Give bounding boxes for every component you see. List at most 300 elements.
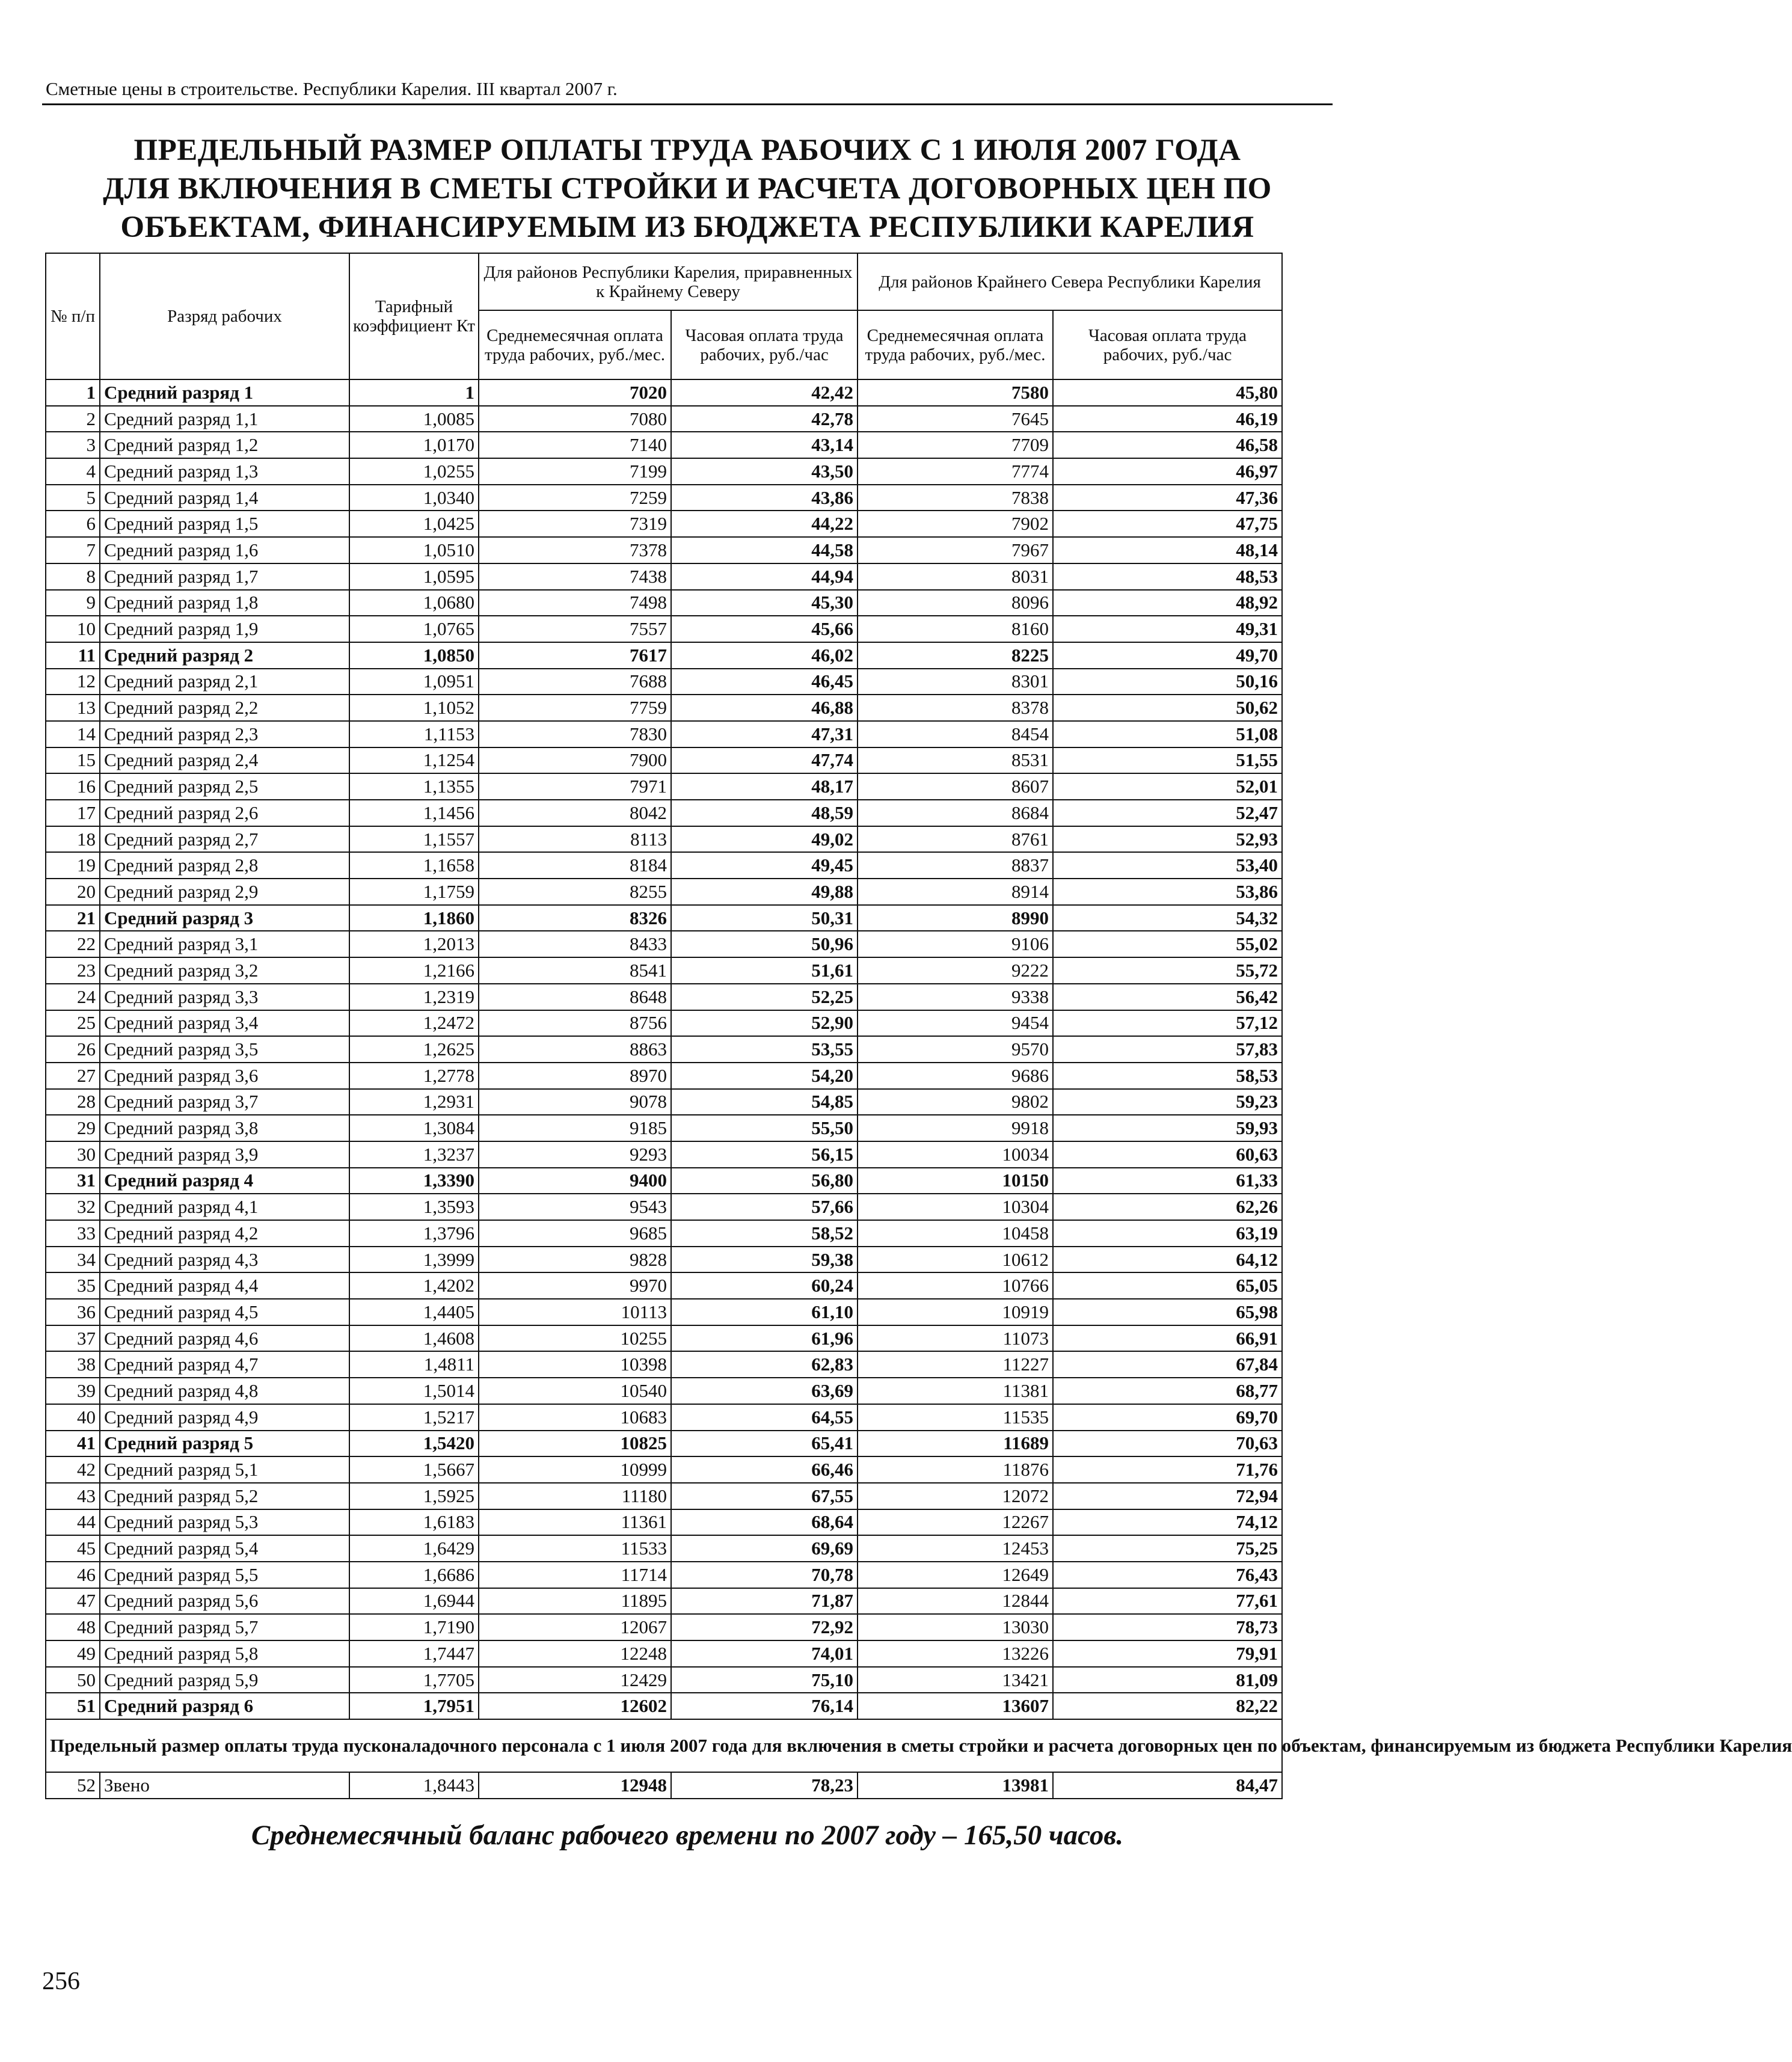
row-hourly-2: 77,61 <box>1053 1588 1282 1615</box>
row-hourly-2: 51,55 <box>1053 747 1282 774</box>
row-grade: Средний разряд 1,4 <box>100 485 349 511</box>
row-monthly-2: 9918 <box>858 1115 1053 1141</box>
row-hourly-1: 48,17 <box>671 773 858 800</box>
row-hourly-1: 44,22 <box>671 511 858 537</box>
row-number: 1 <box>46 379 100 406</box>
row-hourly-1: 47,74 <box>671 747 858 774</box>
row-number: 9 <box>46 590 100 616</box>
row-coefficient: 1,1456 <box>349 800 479 826</box>
row-monthly-1: 10825 <box>479 1431 671 1457</box>
row-monthly-2: 9106 <box>858 931 1053 957</box>
row-hourly-1: 45,66 <box>671 616 858 642</box>
row-coefficient: 1,0340 <box>349 485 479 511</box>
row-monthly-1: 11895 <box>479 1588 671 1615</box>
row-monthly-2: 12649 <box>858 1562 1053 1588</box>
row-monthly-1: 7617 <box>479 642 671 669</box>
row-monthly-2: 10766 <box>858 1272 1053 1299</box>
table-row <box>46 1194 1282 1220</box>
row-hourly-2: 47,75 <box>1053 511 1282 537</box>
row-grade: Средний разряд 3,4 <box>100 1010 349 1037</box>
row-hourly-2: 55,02 <box>1053 931 1282 957</box>
row-coefficient: 1,0255 <box>349 458 479 485</box>
page-number: 256 <box>42 1968 80 1995</box>
row-coefficient: 1,2319 <box>349 984 479 1010</box>
row-hourly-2: 67,84 <box>1053 1351 1282 1378</box>
row-monthly-2: 9686 <box>858 1063 1053 1089</box>
row-hourly-1: 53,55 <box>671 1036 858 1063</box>
row-monthly-2: 13421 <box>858 1667 1053 1693</box>
row-hourly-2: 49,70 <box>1053 642 1282 669</box>
table-row <box>46 1325 1282 1352</box>
row-number: 15 <box>46 747 100 774</box>
row-coefficient: 1,4608 <box>349 1325 479 1352</box>
row-grade: Средний разряд 1,7 <box>100 563 349 590</box>
row-hourly-1: 48,59 <box>671 800 858 826</box>
table-row <box>46 563 1282 590</box>
row-monthly-1: 8255 <box>479 879 671 905</box>
row-coefficient: 1,2625 <box>349 1036 479 1063</box>
row-coefficient: 1,2778 <box>349 1063 479 1089</box>
row-monthly-1: 8541 <box>479 957 671 984</box>
row-monthly-2: 8761 <box>858 826 1053 853</box>
row-number: 34 <box>46 1247 100 1273</box>
row-coefficient: 1,4811 <box>349 1351 479 1378</box>
row-coefficient: 1,6429 <box>349 1535 479 1562</box>
row-grade: Средний разряд 5,6 <box>100 1588 349 1615</box>
row-hourly-1: 62,83 <box>671 1351 858 1378</box>
row-coefficient: 1,6944 <box>349 1588 479 1615</box>
row-number: 30 <box>46 1141 100 1168</box>
table-row <box>46 1115 1282 1141</box>
table-row <box>46 1220 1282 1247</box>
row-monthly-2: 11073 <box>858 1325 1053 1352</box>
row-hourly-2: 49,31 <box>1053 616 1282 642</box>
row-hourly-1: 56,80 <box>671 1168 858 1194</box>
row-monthly-2: 7645 <box>858 406 1053 432</box>
table-row <box>46 931 1282 957</box>
table-row <box>46 1509 1282 1536</box>
row-monthly-1: 10255 <box>479 1325 671 1352</box>
row-grade: Средний разряд 1,6 <box>100 537 349 563</box>
row-number: 22 <box>46 931 100 957</box>
row-monthly-2: 10150 <box>858 1168 1053 1194</box>
row-grade: Средний разряд 4,4 <box>100 1272 349 1299</box>
row-number: 2 <box>46 406 100 432</box>
table-row <box>46 1614 1282 1640</box>
row-hourly-1: 51,61 <box>671 957 858 984</box>
row-coefficient: 1,7190 <box>349 1614 479 1640</box>
row-grade: Средний разряд 2,9 <box>100 879 349 905</box>
header-rule <box>42 103 1333 105</box>
row-hourly-2: 59,23 <box>1053 1089 1282 1115</box>
row-hourly-1: 66,46 <box>671 1456 858 1483</box>
row-monthly-1: 9543 <box>479 1194 671 1220</box>
row-monthly-2: 8684 <box>858 800 1053 826</box>
row-grade: Средний разряд 4,3 <box>100 1247 349 1273</box>
row-hourly-2: 50,16 <box>1053 669 1282 695</box>
row-coefficient: 1,1759 <box>349 879 479 905</box>
row-monthly-2: 11227 <box>858 1351 1053 1378</box>
row-number: 16 <box>46 773 100 800</box>
row-grade: Звено <box>100 1772 349 1799</box>
row-monthly-1: 12948 <box>479 1772 671 1799</box>
row-grade: Средний разряд 3,8 <box>100 1115 349 1141</box>
row-hourly-1: 76,14 <box>671 1693 858 1719</box>
row-hourly-2: 75,25 <box>1053 1535 1282 1562</box>
row-monthly-1: 11714 <box>479 1562 671 1588</box>
row-hourly-2: 58,53 <box>1053 1063 1282 1089</box>
row-hourly-1: 75,10 <box>671 1667 858 1693</box>
row-number: 27 <box>46 1063 100 1089</box>
row-coefficient: 1,7705 <box>349 1667 479 1693</box>
row-grade: Средний разряд 2,7 <box>100 826 349 853</box>
row-number: 17 <box>46 800 100 826</box>
row-hourly-1: 46,45 <box>671 669 858 695</box>
row-monthly-1: 7688 <box>479 669 671 695</box>
row-coefficient: 1,2931 <box>349 1089 479 1115</box>
row-hourly-1: 42,42 <box>671 379 858 406</box>
row-grade: Средний разряд 3,7 <box>100 1089 349 1115</box>
row-grade: Средний разряд 5,2 <box>100 1483 349 1509</box>
row-grade: Средний разряд 1,1 <box>100 406 349 432</box>
row-monthly-1: 7319 <box>479 511 671 537</box>
row-number: 5 <box>46 485 100 511</box>
row-hourly-2: 71,76 <box>1053 1456 1282 1483</box>
row-grade: Средний разряд 2,6 <box>100 800 349 826</box>
row-number: 25 <box>46 1010 100 1037</box>
row-coefficient: 1,0680 <box>349 590 479 616</box>
row-hourly-1: 50,96 <box>671 931 858 957</box>
row-monthly-2: 9338 <box>858 984 1053 1010</box>
row-hourly-1: 65,41 <box>671 1431 858 1457</box>
row-coefficient: 1,5217 <box>349 1404 479 1431</box>
row-hourly-1: 49,02 <box>671 826 858 853</box>
row-grade: Средний разряд 1,8 <box>100 590 349 616</box>
row-grade: Средний разряд 5,4 <box>100 1535 349 1562</box>
row-monthly-1: 12429 <box>479 1667 671 1693</box>
row-grade: Средний разряд 5,1 <box>100 1456 349 1483</box>
header-coefficient: Тарифный коэффициент Кт <box>349 253 479 379</box>
row-coefficient: 1,6183 <box>349 1509 479 1536</box>
row-hourly-2: 84,47 <box>1053 1772 1282 1799</box>
row-hourly-2: 53,86 <box>1053 879 1282 905</box>
row-grade: Средний разряд 5,7 <box>100 1614 349 1640</box>
header-num: № п/п <box>46 253 100 379</box>
row-grade: Средний разряд 4,8 <box>100 1378 349 1404</box>
title-line-3: ОБЪЕКТАМ, ФИНАНСИРУЕМЫМ ИЗ БЮДЖЕТА РЕСПУБЛИКИ КАРЕЛИЯ <box>120 210 1254 244</box>
note-text: Предельный размер оплаты труда пусконаладочного персонала с 1 июля 2007 года для включения в сметы стройки и расчета договорных цен по объектам, финансируемым из бюджета Республики Карелия <box>46 1719 1282 1772</box>
header-monthly-1: Среднемесячная оплата труда рабочих, руб./мес. <box>479 310 671 379</box>
row-number: 44 <box>46 1509 100 1536</box>
row-coefficient: 1,4405 <box>349 1299 479 1325</box>
header-hourly-1: Часовая оплата труда рабочих, руб./час <box>671 310 858 379</box>
row-hourly-2: 65,05 <box>1053 1272 1282 1299</box>
table-row <box>46 695 1282 721</box>
table-row <box>46 957 1282 984</box>
row-hourly-2: 55,72 <box>1053 957 1282 984</box>
row-monthly-1: 7900 <box>479 747 671 774</box>
row-number: 24 <box>46 984 100 1010</box>
row-monthly-1: 7140 <box>479 432 671 458</box>
row-hourly-2: 62,26 <box>1053 1194 1282 1220</box>
row-hourly-1: 47,31 <box>671 721 858 747</box>
row-hourly-1: 46,88 <box>671 695 858 721</box>
header-group-far-north: Для районов Крайнего Севера Республики Карелия <box>858 253 1282 310</box>
row-monthly-2: 10919 <box>858 1299 1053 1325</box>
table-row <box>46 852 1282 879</box>
row-grade: Средний разряд 5,9 <box>100 1667 349 1693</box>
row-hourly-1: 70,78 <box>671 1562 858 1588</box>
row-hourly-1: 61,10 <box>671 1299 858 1325</box>
row-monthly-2: 8225 <box>858 642 1053 669</box>
row-hourly-1: 52,90 <box>671 1010 858 1037</box>
row-monthly-1: 11533 <box>479 1535 671 1562</box>
row-monthly-1: 12602 <box>479 1693 671 1719</box>
table-row <box>46 590 1282 616</box>
row-grade: Средний разряд 1,3 <box>100 458 349 485</box>
row-monthly-1: 10683 <box>479 1404 671 1431</box>
table-row <box>46 1431 1282 1457</box>
row-monthly-1: 8756 <box>479 1010 671 1037</box>
row-grade: Средний разряд 1,9 <box>100 616 349 642</box>
table-row <box>46 826 1282 853</box>
row-grade: Средний разряд 4,2 <box>100 1220 349 1247</box>
row-grade: Средний разряд 5 <box>100 1431 349 1457</box>
row-number: 39 <box>46 1378 100 1404</box>
row-grade: Средний разряд 4,9 <box>100 1404 349 1431</box>
row-monthly-1: 9828 <box>479 1247 671 1273</box>
row-coefficient: 1,7447 <box>349 1640 479 1667</box>
row-monthly-1: 7020 <box>479 379 671 406</box>
row-coefficient: 1,1153 <box>349 721 479 747</box>
row-grade: Средний разряд 2 <box>100 642 349 669</box>
row-hourly-1: 72,92 <box>671 1614 858 1640</box>
row-hourly-2: 74,12 <box>1053 1509 1282 1536</box>
row-hourly-1: 63,69 <box>671 1378 858 1404</box>
note-row <box>46 1719 1282 1772</box>
row-monthly-1: 9185 <box>479 1115 671 1141</box>
row-monthly-2: 13981 <box>858 1772 1053 1799</box>
row-number: 29 <box>46 1115 100 1141</box>
row-number: 51 <box>46 1693 100 1719</box>
row-number: 37 <box>46 1325 100 1352</box>
row-hourly-2: 82,22 <box>1053 1693 1282 1719</box>
row-coefficient: 1,3796 <box>349 1220 479 1247</box>
row-hourly-1: 54,20 <box>671 1063 858 1089</box>
row-monthly-2: 9454 <box>858 1010 1053 1037</box>
row-hourly-1: 54,85 <box>671 1089 858 1115</box>
row-monthly-2: 13030 <box>858 1614 1053 1640</box>
row-monthly-2: 7709 <box>858 432 1053 458</box>
row-number: 50 <box>46 1667 100 1693</box>
row-coefficient: 1,3237 <box>349 1141 479 1168</box>
row-grade: Средний разряд 3,6 <box>100 1063 349 1089</box>
row-monthly-1: 7378 <box>479 537 671 563</box>
row-hourly-2: 64,12 <box>1053 1247 1282 1273</box>
row-monthly-2: 13607 <box>858 1693 1053 1719</box>
page-title <box>42 131 1333 247</box>
table-row <box>46 905 1282 931</box>
row-hourly-2: 63,19 <box>1053 1220 1282 1247</box>
row-grade: Средний разряд 5,5 <box>100 1562 349 1588</box>
row-grade: Средний разряд 3,5 <box>100 1036 349 1063</box>
row-grade: Средний разряд 6 <box>100 1693 349 1719</box>
row-hourly-2: 48,14 <box>1053 537 1282 563</box>
row-grade: Средний разряд 1,5 <box>100 511 349 537</box>
table-row <box>46 984 1282 1010</box>
row-monthly-2: 10612 <box>858 1247 1053 1273</box>
row-coefficient: 1,5925 <box>349 1483 479 1509</box>
row-hourly-1: 64,55 <box>671 1404 858 1431</box>
row-hourly-1: 59,38 <box>671 1247 858 1273</box>
row-monthly-1: 7199 <box>479 458 671 485</box>
row-hourly-1: 50,31 <box>671 905 858 931</box>
row-coefficient: 1,0951 <box>349 669 479 695</box>
row-hourly-1: 49,45 <box>671 852 858 879</box>
row-monthly-2: 12072 <box>858 1483 1053 1509</box>
row-monthly-2: 7774 <box>858 458 1053 485</box>
row-grade: Средний разряд 3,2 <box>100 957 349 984</box>
row-monthly-1: 10113 <box>479 1299 671 1325</box>
row-number: 21 <box>46 905 100 931</box>
row-coefficient: 1,0170 <box>349 432 479 458</box>
row-monthly-2: 8031 <box>858 563 1053 590</box>
row-number: 41 <box>46 1431 100 1457</box>
row-hourly-2: 66,91 <box>1053 1325 1282 1352</box>
header-hourly-2: Часовая оплата труда рабочих, руб./час <box>1053 310 1282 379</box>
row-grade: Средний разряд 2,4 <box>100 747 349 774</box>
row-grade: Средний разряд 3 <box>100 905 349 931</box>
footnote: Среднемесячный баланс рабочего времени по 2007 году – 165,50 часов. <box>251 1820 1124 1851</box>
header-group-equivalent-north: Для районов Республики Карелия, приравненных к Крайнему Северу <box>479 253 858 310</box>
row-number: 49 <box>46 1640 100 1667</box>
row-monthly-2: 8454 <box>858 721 1053 747</box>
row-coefficient: 1,1355 <box>349 773 479 800</box>
table-row <box>46 747 1282 774</box>
row-monthly-2: 11381 <box>858 1378 1053 1404</box>
row-monthly-1: 10398 <box>479 1351 671 1378</box>
row-monthly-1: 7438 <box>479 563 671 590</box>
row-monthly-2: 8607 <box>858 773 1053 800</box>
row-number: 32 <box>46 1194 100 1220</box>
row-monthly-1: 7971 <box>479 773 671 800</box>
table-row <box>46 800 1282 826</box>
row-hourly-2: 51,08 <box>1053 721 1282 747</box>
row-coefficient: 1,0425 <box>349 511 479 537</box>
row-coefficient: 1,3999 <box>349 1247 479 1273</box>
row-number: 47 <box>46 1588 100 1615</box>
row-number: 45 <box>46 1535 100 1562</box>
row-monthly-2: 9222 <box>858 957 1053 984</box>
row-monthly-1: 11180 <box>479 1483 671 1509</box>
table-row <box>46 379 1282 406</box>
row-hourly-1: 55,50 <box>671 1115 858 1141</box>
row-hourly-1: 42,78 <box>671 406 858 432</box>
row-coefficient: 1,2166 <box>349 957 479 984</box>
table-row <box>46 1351 1282 1378</box>
row-grade: Средний разряд 3,9 <box>100 1141 349 1168</box>
row-hourly-1: 43,86 <box>671 485 858 511</box>
table-row <box>46 1404 1282 1431</box>
row-coefficient: 1,5420 <box>349 1431 479 1457</box>
row-coefficient: 1,1860 <box>349 905 479 931</box>
row-number: 52 <box>46 1772 100 1799</box>
table-row <box>46 721 1282 747</box>
row-number: 43 <box>46 1483 100 1509</box>
row-number: 20 <box>46 879 100 905</box>
row-hourly-1: 43,14 <box>671 432 858 458</box>
row-monthly-1: 7080 <box>479 406 671 432</box>
row-monthly-1: 8042 <box>479 800 671 826</box>
row-coefficient: 1,0595 <box>349 563 479 590</box>
row-hourly-1: 45,30 <box>671 590 858 616</box>
row-monthly-2: 8301 <box>858 669 1053 695</box>
table-row <box>46 1772 1282 1799</box>
row-coefficient: 1,2472 <box>349 1010 479 1037</box>
row-monthly-1: 8648 <box>479 984 671 1010</box>
row-grade: Средний разряд 5,8 <box>100 1640 349 1667</box>
row-hourly-2: 60,63 <box>1053 1141 1282 1168</box>
row-hourly-1: 69,69 <box>671 1535 858 1562</box>
row-coefficient: 1,6686 <box>349 1562 479 1588</box>
row-number: 10 <box>46 616 100 642</box>
table-row <box>46 1089 1282 1115</box>
row-monthly-1: 8970 <box>479 1063 671 1089</box>
row-hourly-2: 57,83 <box>1053 1036 1282 1063</box>
row-number: 35 <box>46 1272 100 1299</box>
row-coefficient: 1,7951 <box>349 1693 479 1719</box>
row-hourly-2: 61,33 <box>1053 1168 1282 1194</box>
row-monthly-2: 8531 <box>858 747 1053 774</box>
row-hourly-1: 68,64 <box>671 1509 858 1536</box>
row-hourly-2: 46,58 <box>1053 432 1282 458</box>
row-grade: Средний разряд 3,1 <box>100 931 349 957</box>
row-number: 12 <box>46 669 100 695</box>
row-number: 14 <box>46 721 100 747</box>
row-number: 18 <box>46 826 100 853</box>
row-monthly-1: 10540 <box>479 1378 671 1404</box>
row-hourly-2: 78,73 <box>1053 1614 1282 1640</box>
row-monthly-1: 9293 <box>479 1141 671 1168</box>
row-coefficient: 1,4202 <box>349 1272 479 1299</box>
row-grade: Средний разряд 4,5 <box>100 1299 349 1325</box>
row-grade: Средний разряд 1 <box>100 379 349 406</box>
table-row <box>46 1010 1282 1037</box>
wage-rates-table <box>45 253 1792 1799</box>
row-coefficient: 1,0850 <box>349 642 479 669</box>
table-row <box>46 1036 1282 1063</box>
row-hourly-2: 76,43 <box>1053 1562 1282 1588</box>
table-row <box>46 642 1282 669</box>
row-number: 28 <box>46 1089 100 1115</box>
row-monthly-2: 8914 <box>858 879 1053 905</box>
row-monthly-1: 8863 <box>479 1036 671 1063</box>
row-hourly-1: 71,87 <box>671 1588 858 1615</box>
row-monthly-1: 7498 <box>479 590 671 616</box>
row-hourly-2: 69,70 <box>1053 1404 1282 1431</box>
row-monthly-2: 8096 <box>858 590 1053 616</box>
row-number: 13 <box>46 695 100 721</box>
row-hourly-1: 43,50 <box>671 458 858 485</box>
row-number: 48 <box>46 1614 100 1640</box>
row-monthly-2: 11876 <box>858 1456 1053 1483</box>
row-monthly-2: 10458 <box>858 1220 1053 1247</box>
table-row <box>46 1667 1282 1693</box>
row-hourly-2: 57,12 <box>1053 1010 1282 1037</box>
title-line-2: ДЛЯ ВКЛЮЧЕНИЯ В СМЕТЫ СТРОЙКИ И РАСЧЕТА ДОГОВОРНЫХ ЦЕН ПО <box>103 172 1272 206</box>
row-coefficient: 1,0085 <box>349 406 479 432</box>
row-grade: Средний разряд 4,1 <box>100 1194 349 1220</box>
